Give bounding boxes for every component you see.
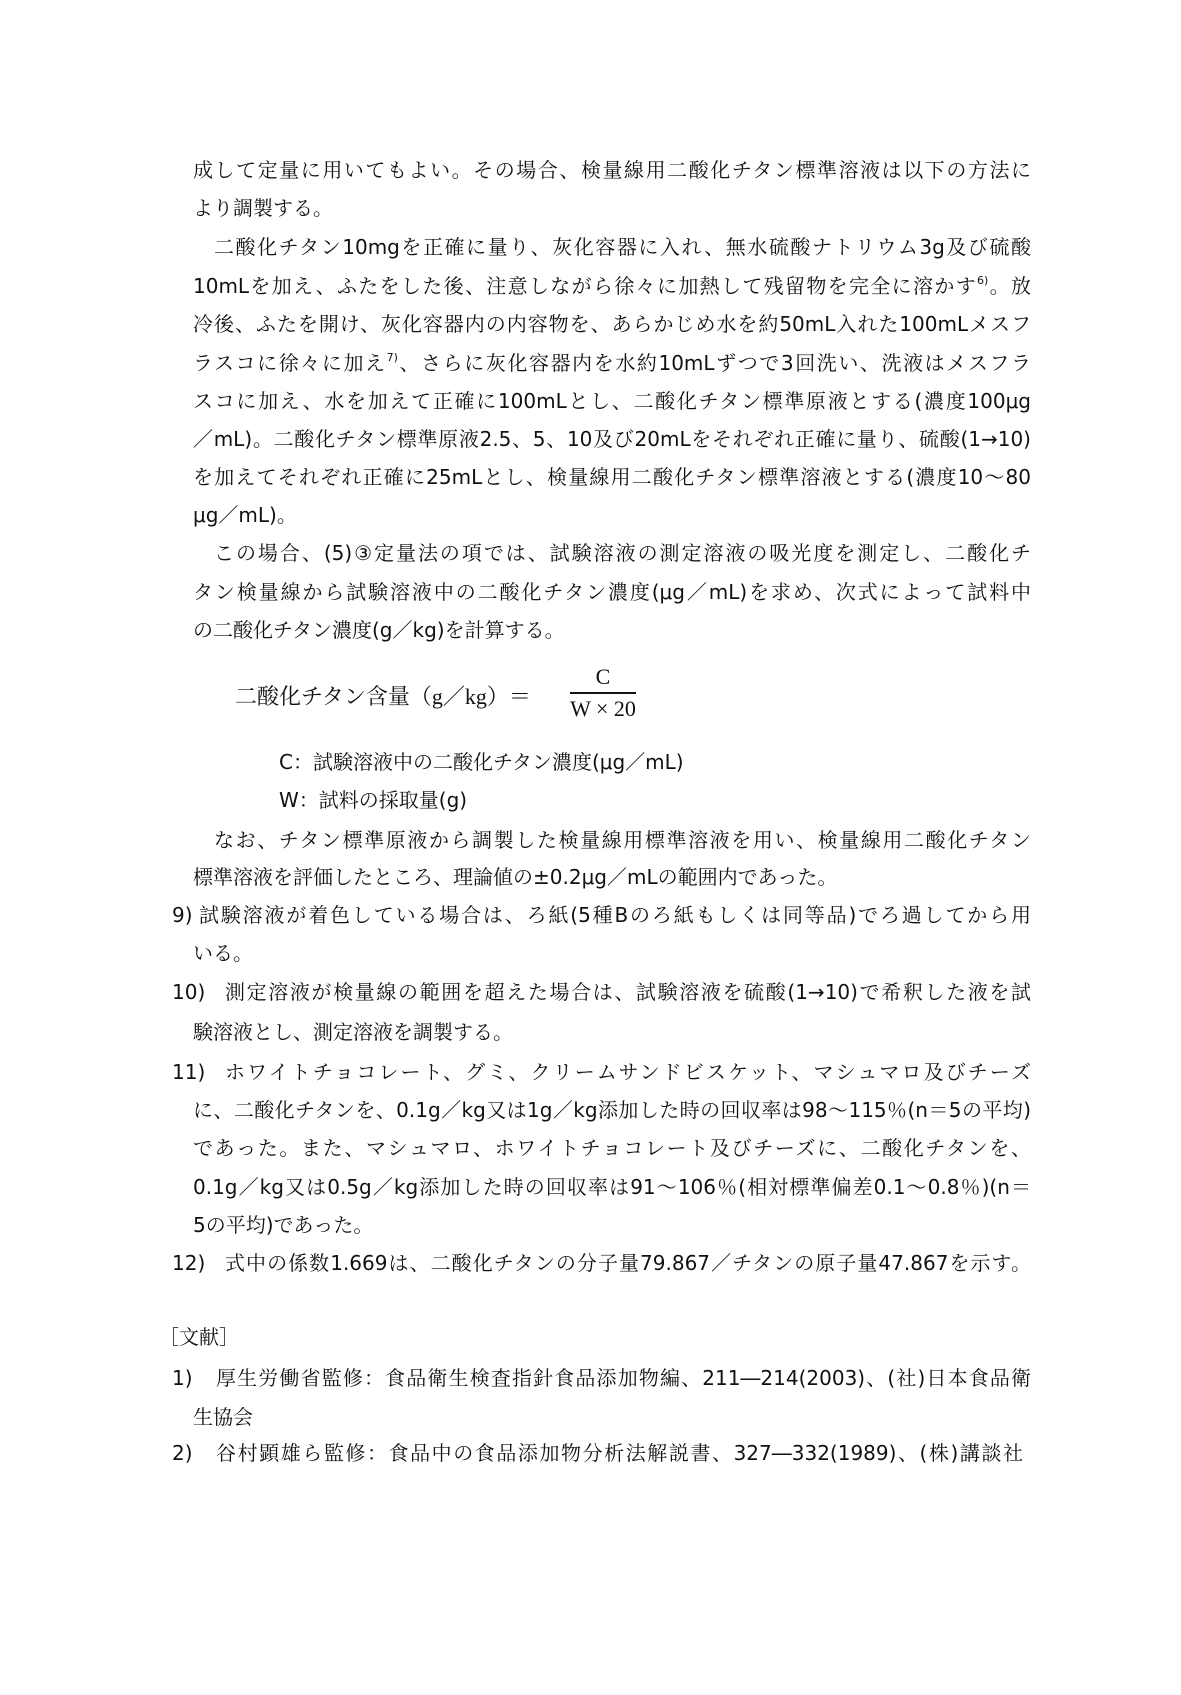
text-line: スコに加え、水を加えて正確に100mLとし、二酸化チタン標準原液とする(濃度100μg <box>193 389 1031 413</box>
reference-line: 生協会 <box>193 1405 253 1429</box>
formula <box>235 664 635 722</box>
reference-line: 谷村顕雄ら監修：食品中の食品添加物分析法解説書、327―332(1989)、(株)講談社 <box>216 1441 1023 1465</box>
definition-w: W：試料の採取量(g) <box>279 788 468 812</box>
footnote-ref: 7) <box>386 351 398 364</box>
text-line: 二酸化チタン10mgを正確に量り、灰化容器に入れ、無水硫酸ナトリウム3g及び硫酸 <box>214 235 1031 259</box>
note-line: に、二酸化チタンを、0.1g／kg又は1g／kg添加した時の回収率は98～115％(n＝5の平均) <box>193 1098 1031 1122</box>
text-line: 成して定量に用いてもよい。その場合、検量線用二酸化チタン標準溶液は以下の方法に <box>193 158 1031 182</box>
text-line: 標準溶液を評価したところ、理論値の±0.2μg／mLの範囲内であった。 <box>193 865 838 889</box>
note-number: 12) <box>172 1251 206 1275</box>
text-line: この場合、(5)③定量法の項では、試験溶液の測定溶液の吸光度を測定し、二酸化チ <box>214 541 1031 565</box>
text-span: 10mLを加え、ふたをした後、注意しながら徐々に加熱して残留物を完全に溶かす <box>193 274 978 298</box>
text-line: を加えてそれぞれ正確に25mLとし、検量線用二酸化チタン標準溶液とする(濃度10～80 <box>193 465 1031 489</box>
references-heading: ［文献］ <box>159 1325 239 1349</box>
text-line: の二酸化チタン濃度(g／kg)を計算する。 <box>193 618 565 642</box>
text-line: タン検量線から試験溶液中の二酸化チタン濃度(μg／mL)を求め、次式によって試料中 <box>193 580 1031 604</box>
footnote-ref: 6) <box>977 274 989 287</box>
text-line: ／mL)。二酸化チタン標準原液2.5、5、10及び20mLをそれぞれ正確に量り、硫酸(1→10) <box>193 427 1031 451</box>
text-line: 冷後、ふたを開け、灰化容器内の内容物を、あらかじめ水を約50mL入れた100mLメスフ <box>193 312 1031 336</box>
text-span: ラスコに徐々に加え <box>193 351 387 375</box>
note-number: 10) <box>172 980 206 1004</box>
note-line: であった。また、マシュマロ、ホワイトチョコレート及びチーズに、二酸化チタンを、 <box>193 1136 1031 1160</box>
fraction-bar <box>570 692 636 694</box>
text-span: 、さらに灰化容器内を水約10mLずつで3回洗い、洗液はメスフラ <box>397 351 1031 375</box>
text-span: 。放 <box>988 274 1031 298</box>
text-line <box>193 273 1031 299</box>
reference-line: 厚生労働省監修：食品衛生検査指針食品添加物編、211―214(2003)、(社)日本食品衛 <box>216 1366 1031 1390</box>
text-line: なお、チタン標準原液から調製した検量線用標準溶液を用い、検量線用二酸化チタン <box>214 828 1031 852</box>
note-line: 5の平均)であった。 <box>193 1213 374 1237</box>
note-number: 9) <box>172 903 193 927</box>
text-line <box>193 350 1031 376</box>
note-line: 測定溶液が検量線の範囲を超えた場合は、試験溶液を硫酸(1→10)で希釈した液を試 <box>225 980 1031 1004</box>
note-line: 験溶液とし、測定溶液を調製する。 <box>193 1020 513 1044</box>
note-line: いる。 <box>193 941 253 965</box>
formula-numerator: C <box>595 664 611 689</box>
definition-c: C：試験溶液中の二酸化チタン濃度(μg／mL) <box>279 750 684 774</box>
note-line: 0.1g／kg又は0.5g／kg添加した時の回収率は91～106％(相対標準偏差0.1～0.8％)(n＝ <box>193 1175 1031 1199</box>
note-line: 式中の係数1.669は、二酸化チタンの分子量79.867／チタンの原子量47.867を示す。 <box>225 1251 1031 1275</box>
note-line: 試験溶液が着色している場合は、ろ紙(5種Bのろ紙もしくは同等品)でろ過してから用 <box>199 903 1031 927</box>
reference-number: 1) <box>172 1366 193 1390</box>
reference-number: 2) <box>172 1441 193 1465</box>
formula-denominator: W × 20 <box>570 696 636 721</box>
note-number: 11) <box>172 1060 206 1084</box>
text-line: より調製する。 <box>193 196 333 220</box>
text-line: μg／mL)。 <box>193 503 297 527</box>
note-line: ホワイトチョコレート、グミ、クリームサンドビスケット、マシュマロ及びチーズ <box>225 1060 1031 1084</box>
formula-fraction <box>570 664 636 722</box>
formula-lhs: 二酸化チタン含量（g／kg）＝ <box>235 684 531 709</box>
